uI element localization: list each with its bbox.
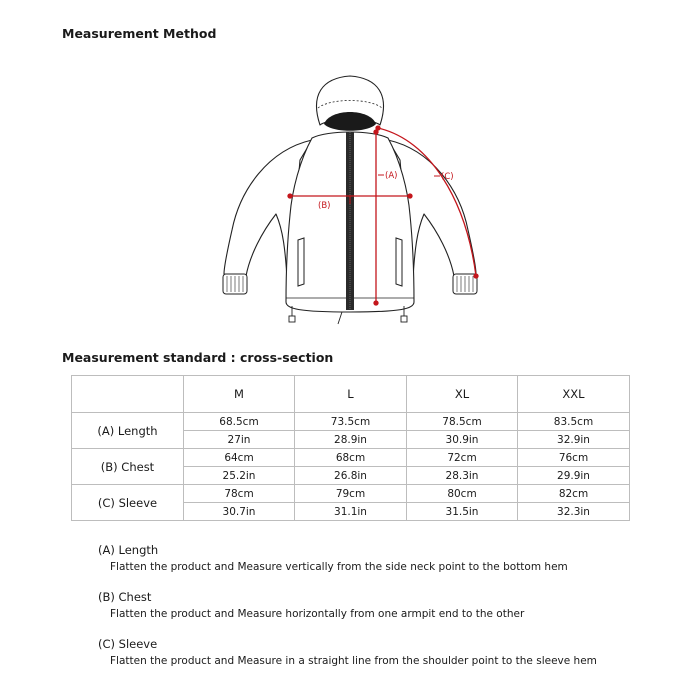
jacket-illustration [210,70,500,340]
note-text: Flatten the product and Measure vertically from the side neck point to the bottom hem [110,561,568,573]
cell: 68cm [295,449,407,467]
note-heading: (C) Sleeve [98,637,158,651]
page-title: Measurement Method [62,26,217,41]
row-label-length: (A) Length [72,413,184,449]
section-title: Measurement standard : cross-section [62,350,334,365]
size-header: XXL [518,376,630,413]
corner-cell [72,376,184,413]
table-row [72,449,630,467]
cell: 28.9in [295,431,407,449]
label-a: (A) [385,171,398,181]
cell: 72cm [407,449,518,467]
row-label-chest: (B) Chest [72,449,184,485]
cell: 27in [184,431,295,449]
cell: 25.2in [184,467,295,485]
cell: 83.5cm [518,413,630,431]
size-header: L [295,376,407,413]
measurement-notes [98,542,678,683]
cell: 68.5cm [184,413,295,431]
cell: 30.7in [184,503,295,521]
size-header: M [184,376,295,413]
cell: 76cm [518,449,630,467]
cell: 31.5in [407,503,518,521]
cell: 79cm [295,485,407,503]
cell: 78.5cm [407,413,518,431]
note-length [98,542,678,576]
cell: 32.9in [518,431,630,449]
cell: 28.3in [407,467,518,485]
note-chest [98,589,678,623]
note-text: Flatten the product and Measure in a straight line from the shoulder point to the sleeve hem [110,655,597,667]
note-heading: (B) Chest [98,590,152,604]
row-label-sleeve: (C) Sleeve [72,485,184,521]
jacket-diagram [210,70,500,340]
cell: 29.9in [518,467,630,485]
cell: 80cm [407,485,518,503]
cell: 30.9in [407,431,518,449]
label-c: (C) [441,172,454,182]
note-text: Flatten the product and Measure horizontally from one armpit end to the other [110,608,525,620]
size-header: XL [407,376,518,413]
table-row [72,485,630,503]
note-heading: (A) Length [98,543,159,557]
cell: 64cm [184,449,295,467]
size-table [71,375,630,521]
cell: 82cm [518,485,630,503]
table-row [72,413,630,431]
cell: 26.8in [295,467,407,485]
cell: 73.5cm [295,413,407,431]
header-row [72,376,630,413]
note-sleeve [98,636,678,670]
label-b: (B) [318,201,331,211]
cell: 31.1in [295,503,407,521]
cell: 32.3in [518,503,630,521]
cell: 78cm [184,485,295,503]
